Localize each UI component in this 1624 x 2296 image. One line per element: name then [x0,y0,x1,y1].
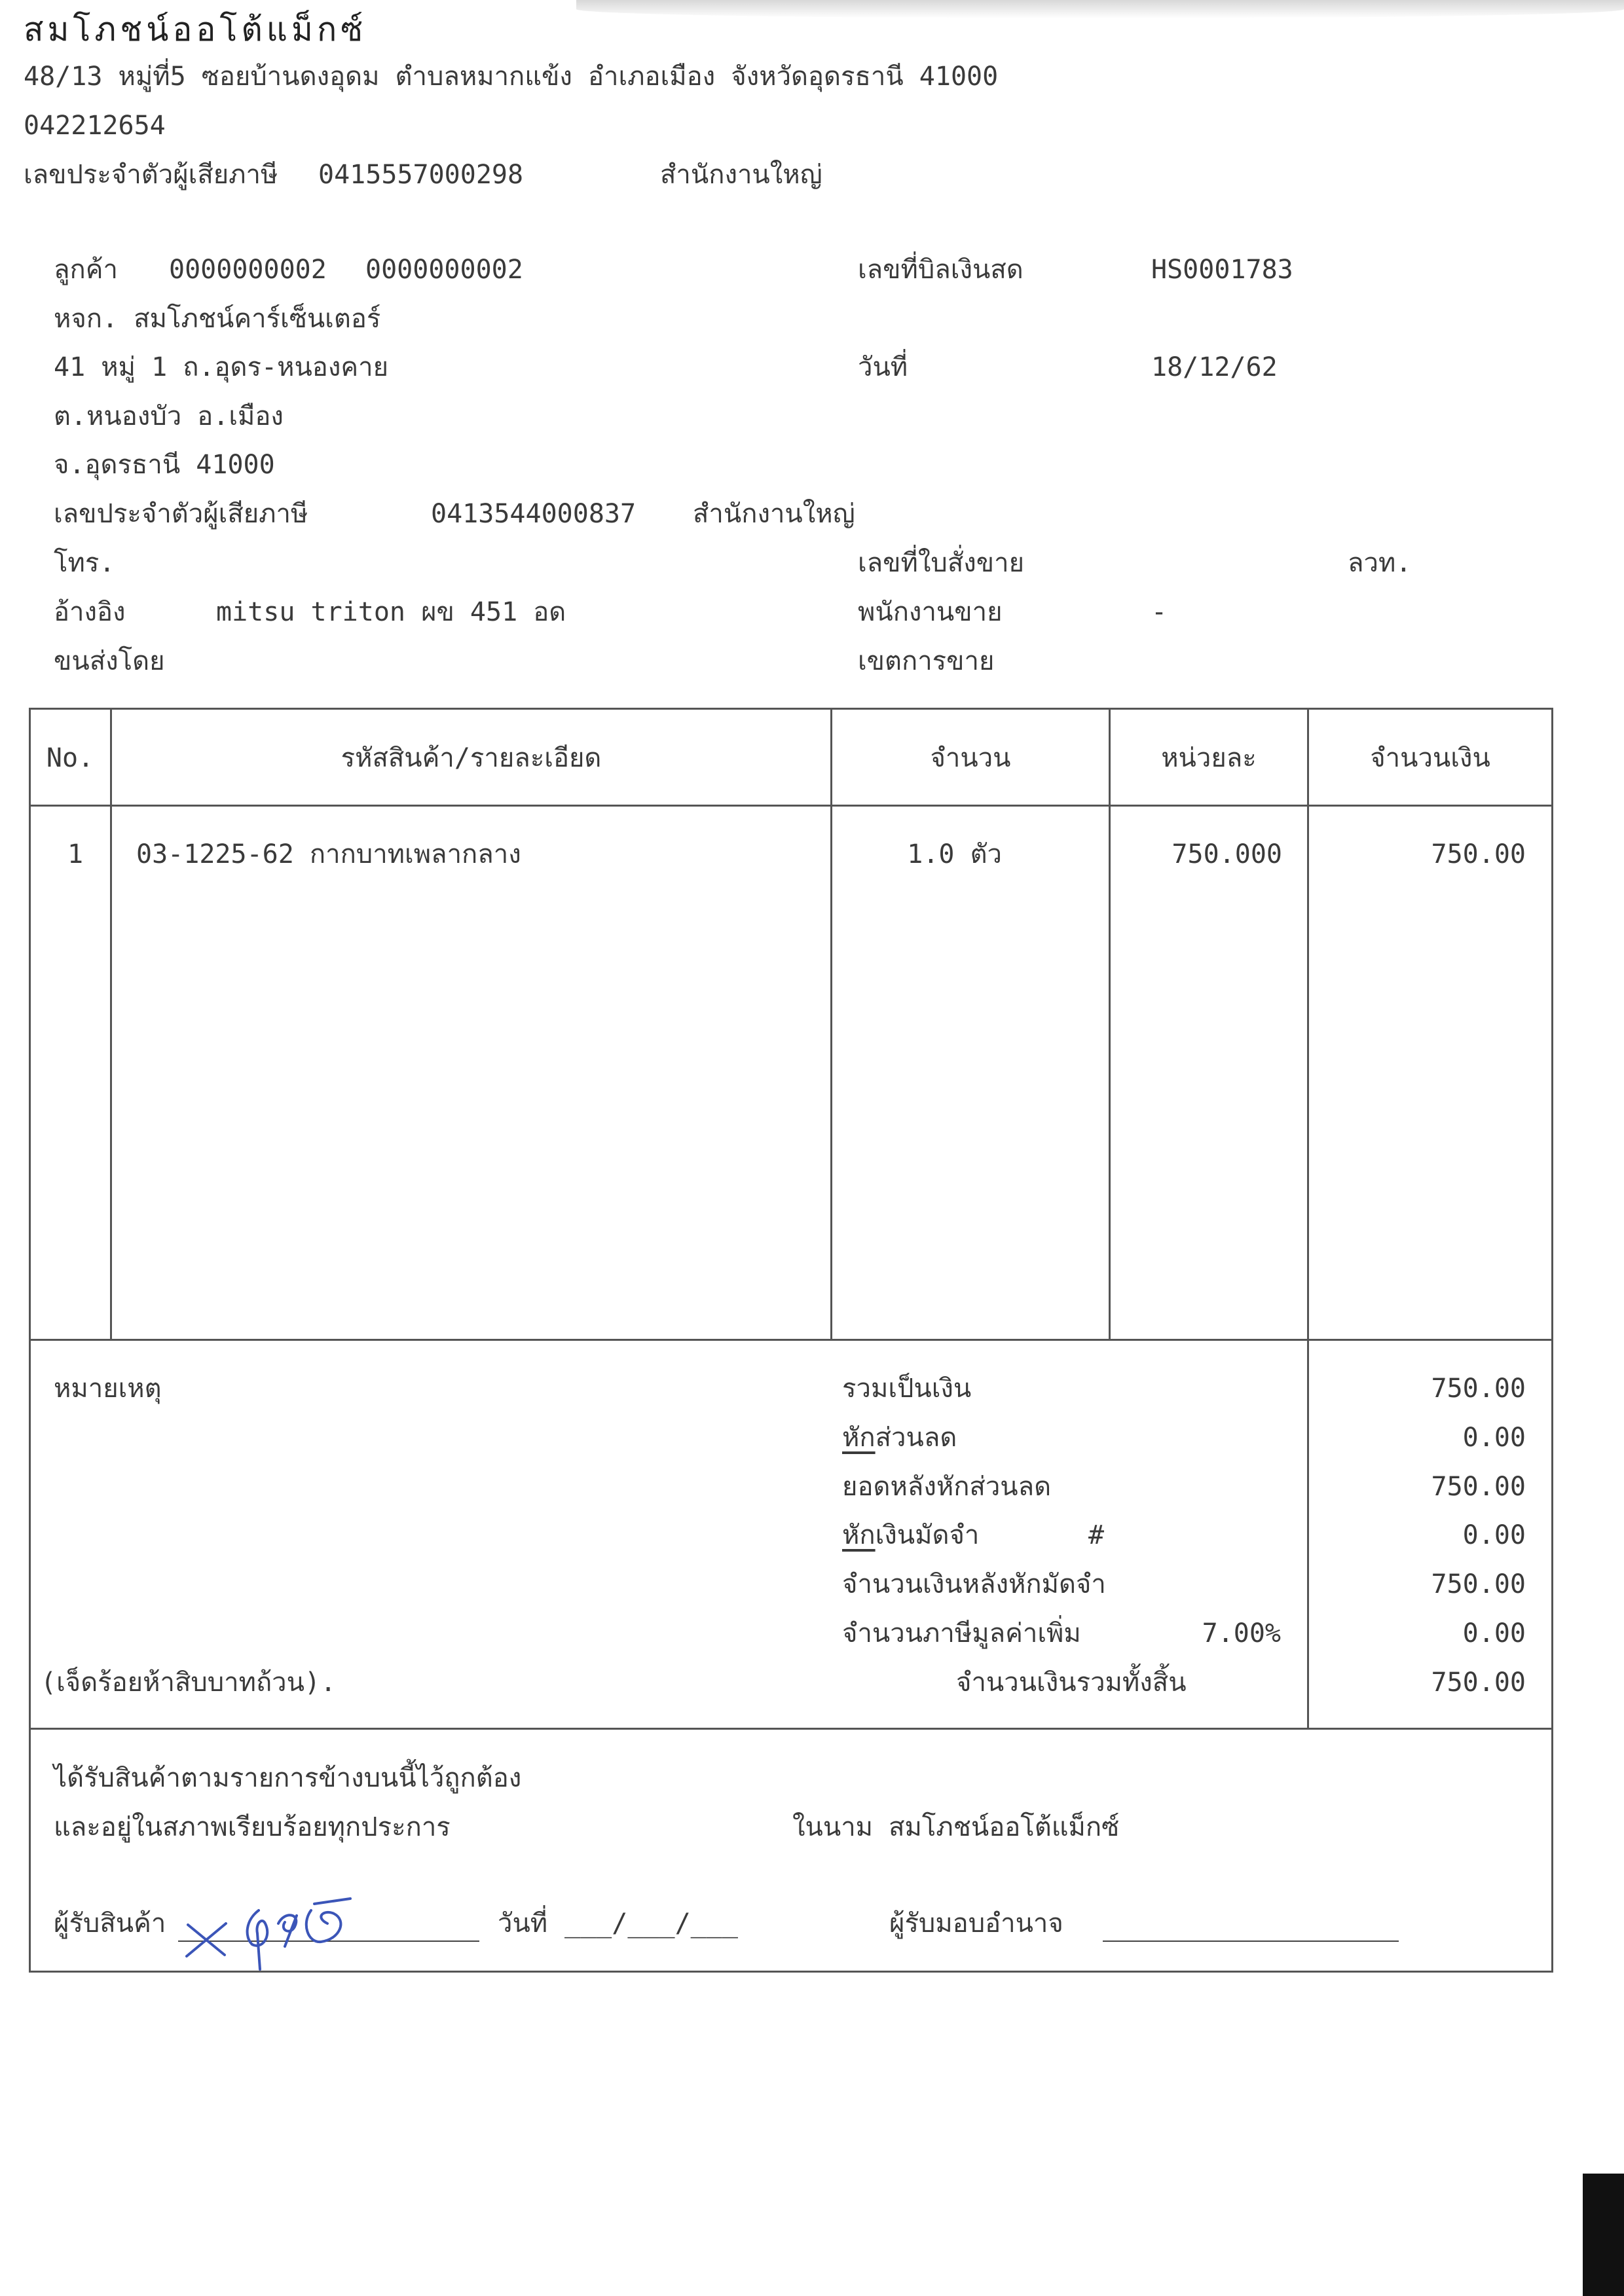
table-header-border [29,805,1553,807]
after-discount-value: 750.00 [1431,1472,1526,1502]
deposit-value: 0.00 [1462,1520,1526,1550]
customer-code-2: 0000000002 [365,255,523,285]
scan-shadow [576,0,1624,18]
header-description: รหัสสินค้า/รายละเอียด [341,743,602,773]
deposit-label-rest: เงินมัดจำ [875,1520,980,1550]
customer-tax-id: 0413544000837 [431,499,637,529]
customer-code: 0000000002 [169,255,327,285]
discount-value: 0.00 [1462,1423,1526,1453]
column-divider [1307,708,1309,1729]
receipt-statement-1: ได้รับสินค้าตามรายการข้างบนนี้ไว้ถูกต้อง [54,1763,522,1793]
customer-tax-label: เลขประจำตัวผู้เสียภาษี [54,499,308,529]
header-quantity: จำนวน [930,743,1011,773]
column-divider [830,708,832,1340]
row-amount: 750.00 [1431,839,1526,869]
reference-label: อ้างอิง [54,597,126,627]
table-left-border [29,708,31,1973]
deposit-hash: # [1088,1520,1105,1550]
authorized-signature-line [1103,1941,1399,1942]
discount-prefix: หัก [842,1423,876,1453]
header-amount: จำนวนเงิน [1370,743,1490,773]
summary-bottom-border [29,1728,1553,1730]
vat-rate: 7.00% [1202,1618,1281,1649]
header-no: No. [46,743,94,773]
company-branch: สำนักงานใหญ่ [660,160,822,190]
customer-address-1: 41 หมู่ 1 ถ.อุดร-หนองคาย [54,352,389,382]
receiver-signature [180,1884,370,1973]
bill-number: HS0001783 [1151,255,1293,285]
customer-name: หจก. สมโภชน์คาร์เซ็นเตอร์ [54,304,381,334]
sales-area-label: เขตการขาย [858,646,995,676]
after-deposit-label: จำนวนเงินหลังหักมัดจำ [842,1569,1106,1599]
scan-edge [1583,2174,1624,2296]
row-quantity: 1.0 ตัว [907,839,1002,869]
discount-label-rest: ส่วนลด [875,1423,957,1453]
table-right-border [1551,708,1553,1973]
subtotal-label: รวมเป็นเงิน [842,1374,972,1404]
salesman-value: - [1151,597,1168,627]
subtotal-value: 750.00 [1431,1374,1526,1404]
company-tax-id: 0415557000298 [318,160,524,190]
receiver-label: ผู้รับสินค้า [54,1908,166,1939]
receive-date-label: วันที่ [498,1908,548,1939]
row-unit-price: 750.000 [1172,839,1282,869]
grand-total-label: จำนวนเงินรวมทั้งสิ้น [956,1667,1187,1698]
discount-label [842,1425,957,1451]
remark-label: หมายเหตุ [54,1374,162,1404]
customer-address-3: จ.อุดรธานี 41000 [54,450,275,480]
table-items-bottom-border [29,1339,1553,1341]
company-tax-label: เลขประจำตัวผู้เสียภาษี [24,160,278,190]
vat-value: 0.00 [1462,1618,1526,1649]
row-no: 1 [67,839,84,869]
customer-label: ลูกค้า [54,255,118,285]
company-phone: 042212654 [24,111,166,141]
customer-branch: สำนักงานใหญ่ [693,499,855,529]
company-address: 48/13 หมู่ที่5 ซอยบ้านดงอุดม ตำบลหมากแข้ง อำเภอเมือง จังหวัดอุดรธานี 41000 [24,62,999,92]
sales-order-label: เลขที่ใบสั่งขาย [858,548,1025,578]
reference-value: mitsu triton ผข 451 อด [216,597,566,627]
bill-number-label: เลขที่บิลเงินสด [858,255,1024,285]
row-description: 03-1225-62 กากบาทเพลากลาง [136,839,521,869]
bill-date: 18/12/62 [1151,352,1278,382]
column-divider [110,708,112,1340]
table-top-border [29,708,1553,710]
column-divider [1109,708,1111,1340]
company-name: สมโภชน์ออโต้แม็กซ์ [24,10,367,48]
grand-total-value: 750.00 [1431,1667,1526,1698]
deposit-prefix: หัก [842,1520,876,1550]
sales-order-value: ลวท. [1348,548,1412,578]
after-discount-label: ยอดหลังหักส่วนลด [842,1472,1052,1502]
vat-label: จำนวนภาษีมูลค่าเพิ่ม [842,1618,1081,1649]
customer-phone-label: โทร. [54,548,115,578]
header-unit-price: หน่วยละ [1161,743,1257,773]
customer-address-2: ต.หนองบัว อ.เมือง [54,401,284,431]
bill-date-label: วันที่ [858,352,908,382]
salesman-label: พนักงานขาย [858,597,1003,627]
amount-in-words: (เจ็ดร้อยห้าสิบบาทถ้วน). [41,1667,337,1698]
shipping-label: ขนส่งโดย [54,646,165,676]
receive-date-blank: ___/___/___ [564,1908,738,1939]
receipt-statement-2: และอยู่ในสภาพเรียบร้อยทุกประการ [54,1812,451,1842]
deposit-label [842,1522,979,1548]
authorized-person-label: ผู้รับมอบอำนาจ [889,1908,1063,1939]
after-deposit-value: 750.00 [1431,1569,1526,1599]
on-behalf-of: ในนาม สมโภชน์ออโต้แม็กซ์ [792,1812,1120,1842]
